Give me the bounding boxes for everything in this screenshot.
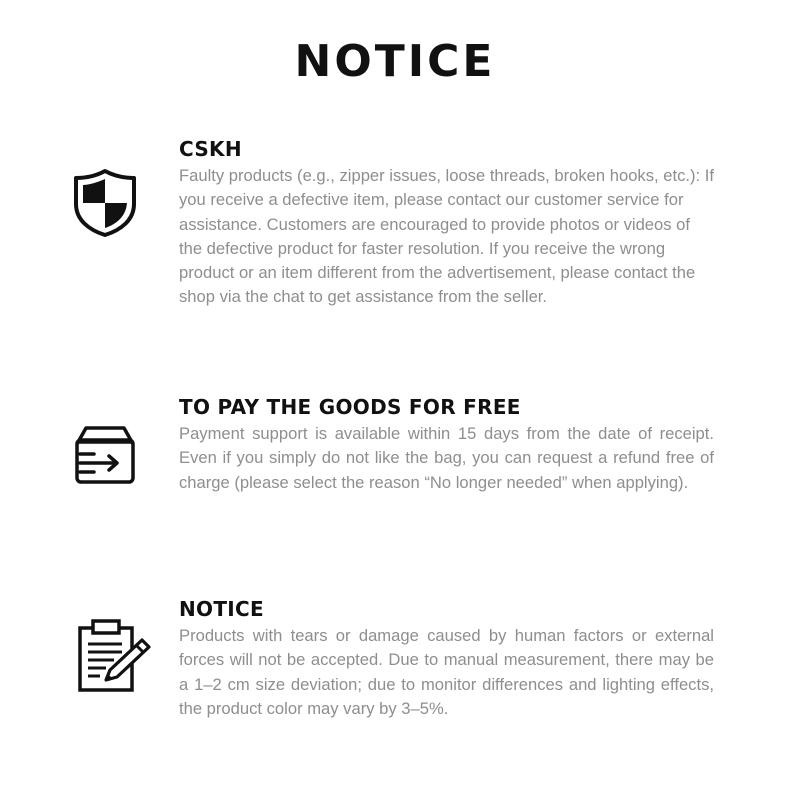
page-title: NOTICE xyxy=(294,36,496,87)
section-body: Payment support is available within 15 days from the date of receipt. Even if you simply do not like the bag, you can request a refund free of charge (please select the reason “No longer needed” when applying). xyxy=(179,424,714,492)
section-heading: TO PAY THE GOODS FOR FREE xyxy=(179,395,521,419)
section-body: Products with tears or damage caused by human factors or external forces will not be accepted. Due to manual measurement, there may be a 1–2 cm size deviation; due to monitor differences and lighting effects, the product color may vary by 3–5%. xyxy=(179,626,714,718)
section-heading: CSKH xyxy=(179,137,242,161)
shield-icon xyxy=(72,168,142,240)
return-box-icon xyxy=(72,422,142,494)
section-heading: NOTICE xyxy=(179,597,264,621)
section-body: Faulty products (e.g., zipper issues, loose threads, broken hooks, etc.): If you receive a defective item, please contact our customer service for assistance. Customers are encouraged to provide photos or videos of the defective product for faster resolution. If you receive the wrong product or an item different from the advertisement, please contact the shop via the chat to get assistance from the seller. xyxy=(179,166,714,307)
clipboard-pencil-icon xyxy=(76,618,146,690)
